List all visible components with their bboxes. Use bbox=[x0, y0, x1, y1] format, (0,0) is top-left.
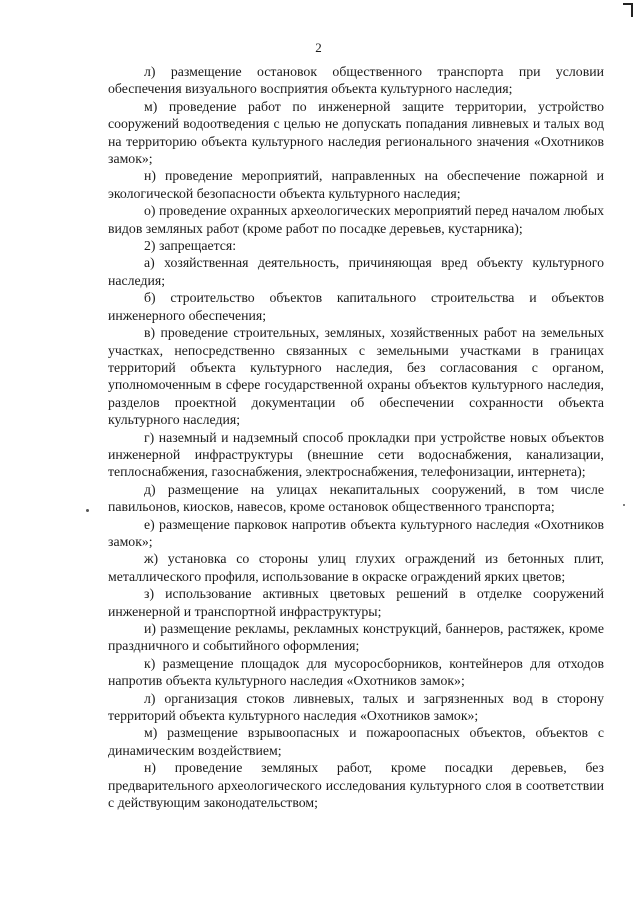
paragraph-e-parking: е) размещение парковок напротив объекта культурного наследия «Охотников замок»; bbox=[108, 516, 604, 549]
paragraph-prohibited-heading: 2) запрещается: bbox=[144, 238, 237, 254]
paragraph-b-capital-construction: б) строительство объектов капитального строительства и объектов инженерного обеспечения; bbox=[108, 290, 604, 323]
scan-corner-mark bbox=[623, 3, 633, 17]
paragraph-g-utility-laying: г) наземный и надземный способ прокладки при устройстве новых объектов инженерной инфраструктуры (внешние сети водоснабжения, канализации, теплоснабжения, газоснабжения, электроснабжения, телефонизации, интернета); bbox=[108, 429, 604, 480]
document-body bbox=[108, 63, 604, 811]
page-number: 2 bbox=[315, 40, 322, 55]
scan-speck bbox=[623, 504, 625, 506]
paragraph-a-economic-activity: а) хозяйственная деятельность, причиняющая вред объекту культурного наследия; bbox=[108, 255, 604, 288]
paragraph-m-hazardous-objects: м) размещение взрывоопасных и пожароопасных объектов, объектов с динамическим воздействием; bbox=[108, 725, 604, 758]
scan-speck bbox=[86, 509, 89, 512]
paragraph-v-construction-works: в) проведение строительных, земляных, хозяйственных работ на земельных участках, непосредственно связанных с земельными участками в границах территорий объекта культурного наследия, без согласования с органом, уполномоченным в сфере государственной охраны объектов культурного наследия, разделов проектной документации об обеспечении сохранности объекта культурного наследия; bbox=[108, 325, 604, 428]
paragraph-z-color-solutions: з) использование активных цветовых решений в отделке сооружений инженерной и транспортной инфраструктуры; bbox=[108, 586, 604, 619]
paragraph-m-engineering-protection: м) проведение работ по инженерной защите территории, устройство сооружений водоотведения с целью не допускать попадания ливневых и талых вод на территорию объекта культурного наследия регионального значения «Охотников замок»; bbox=[108, 98, 604, 167]
paragraph-zh-fences: ж) установка со стороны улиц глухих ограждений из бетонных плит, металлического профиля, использование в окраске ограждений ярких цветов; bbox=[108, 551, 604, 584]
paragraph-l-public-transport-stops: л) размещение остановок общественного транспорта при условии обеспечения визуального восприятия объекта культурного наследия; bbox=[108, 64, 604, 97]
paragraph-n-earthworks: н) проведение земляных работ, кроме посадки деревьев, без предварительного археологического исследования культурного слоя в соответствии с действующим законодательством; bbox=[108, 760, 604, 811]
paragraph-o-archaeology: о) проведение охранных археологических мероприятий перед началом любых видов земляных работ (кроме работ по посадке деревьев, кустарника); bbox=[108, 203, 604, 236]
paragraph-l-drainage: л) организация стоков ливневых, талых и загрязненных вод в сторону территорий объекта культурного наследия «Охотников замок»; bbox=[108, 690, 604, 724]
paragraph-d-temporary-structures: д) размещение на улицах некапитальных сооружений, в том числе павильонов, киосков, навесов, кроме остановок общественного транспорта; bbox=[108, 481, 604, 515]
paragraph-k-waste-sites: к) размещение площадок для мусоросборников, контейнеров для отходов напротив объекта культурного наследия «Охотников замок»; bbox=[108, 655, 604, 689]
paragraph-i-advertising: и) размещение рекламы, рекламных конструкций, баннеров, растяжек, кроме праздничного и событийного оформления; bbox=[108, 621, 604, 654]
paragraph-n-fire-safety: н) проведение мероприятий, направленных на обеспечение пожарной и экологической безопасности объекта культурного наследия; bbox=[108, 168, 604, 201]
